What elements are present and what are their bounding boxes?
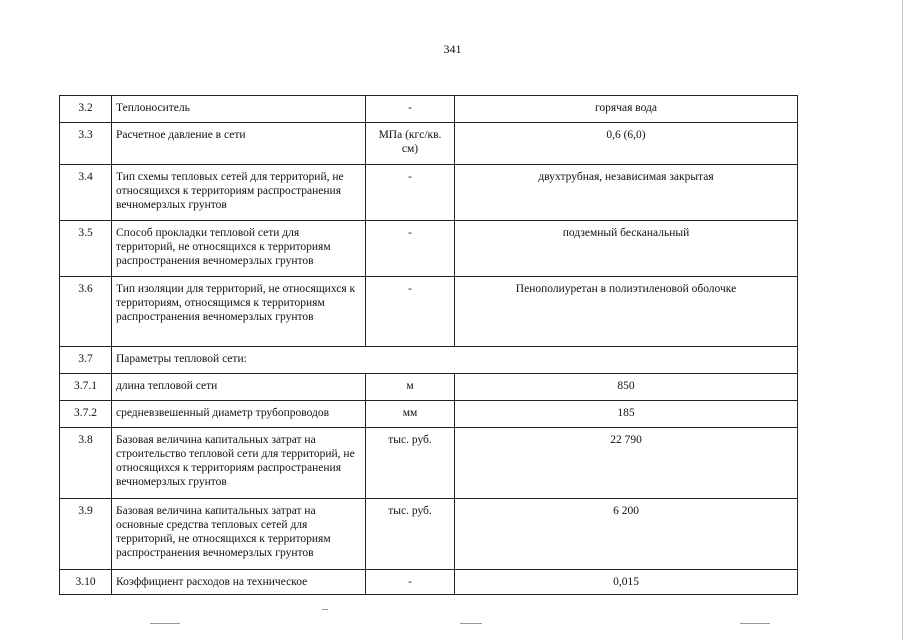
page-number: 341 (443, 42, 462, 56)
row-unit: - (366, 570, 455, 595)
row-parameter: Тип изоляции для территорий, не относящихся к территориям, относящимся к территориям распространения вечномерзлых грунтов (112, 277, 366, 347)
row-number: 3.6 (60, 277, 112, 347)
table-row-section (60, 347, 798, 374)
row-parameter: Расчетное давление в сети (112, 123, 366, 165)
row-parameter: длина тепловой сети (112, 374, 366, 401)
row-value: 0,6 (6,0) (455, 123, 798, 165)
scan-edge (902, 0, 903, 640)
table-row (60, 401, 798, 428)
row-unit: - (366, 165, 455, 221)
row-parameter: средневзвешенный диаметр трубопроводов (112, 401, 366, 428)
row-value: двухтрубная, независимая закрытая (455, 165, 798, 221)
row-value: 185 (455, 401, 798, 428)
row-value: 6 200 (455, 499, 798, 570)
scan-mark (460, 623, 482, 624)
row-value: 22 790 (455, 428, 798, 499)
table-row (60, 96, 798, 123)
row-unit: мм (366, 401, 455, 428)
row-parameter: Тип схемы тепловых сетей для территорий, не относящихся к территориям распространения вечномерзлых грунтов (112, 165, 366, 221)
table-row (60, 277, 798, 347)
row-unit: тыс. руб. (366, 499, 455, 570)
row-unit: МПа (кгс/кв. см) (366, 123, 455, 165)
row-number: 3.3 (60, 123, 112, 165)
row-number: 3.9 (60, 499, 112, 570)
section-heading: Параметры тепловой сети: (112, 347, 798, 374)
row-number: 3.7.1 (60, 374, 112, 401)
row-value: горячая вода (455, 96, 798, 123)
row-parameter: Базовая величина капитальных затрат на основные средства тепловых сетей для территорий, не относящихся к территориям распространения вечномерзлых грунтов (112, 499, 366, 570)
row-number: 3.2 (60, 96, 112, 123)
table-row (60, 499, 798, 570)
row-number: 3.10 (60, 570, 112, 595)
table-row (60, 165, 798, 221)
row-unit: м (366, 374, 455, 401)
table-row (60, 428, 798, 499)
parameters-table (59, 95, 798, 595)
row-parameter: Способ прокладки тепловой сети для территорий, не относящихся к территориям распространения вечномерзлых грунтов (112, 221, 366, 277)
row-parameter: Теплоноситель (112, 96, 366, 123)
row-value: 850 (455, 374, 798, 401)
row-value: подземный бесканальный (455, 221, 798, 277)
row-value: 0,015 (455, 570, 798, 595)
row-unit: - (366, 277, 455, 347)
row-unit: тыс. руб. (366, 428, 455, 499)
row-number: 3.7 (60, 347, 112, 374)
row-parameter: Базовая величина капитальных затрат на строительство тепловой сети для территорий, не относящихся к территориям распространения вечномерзлых грунтов (112, 428, 366, 499)
table-row (60, 570, 798, 595)
row-number: 3.5 (60, 221, 112, 277)
row-value: Пенополиуретан в полиэтиленовой оболочке (455, 277, 798, 347)
row-unit: - (366, 221, 455, 277)
table-row (60, 374, 798, 401)
row-parameter: Коэффициент расходов на техническое (112, 570, 366, 595)
row-number: 3.7.2 (60, 401, 112, 428)
table-row (60, 123, 798, 165)
row-unit: - (366, 96, 455, 123)
row-number: 3.4 (60, 165, 112, 221)
scan-mark (322, 609, 328, 610)
scan-mark (740, 623, 770, 624)
scan-mark (150, 623, 180, 624)
row-number: 3.8 (60, 428, 112, 499)
table-row (60, 221, 798, 277)
